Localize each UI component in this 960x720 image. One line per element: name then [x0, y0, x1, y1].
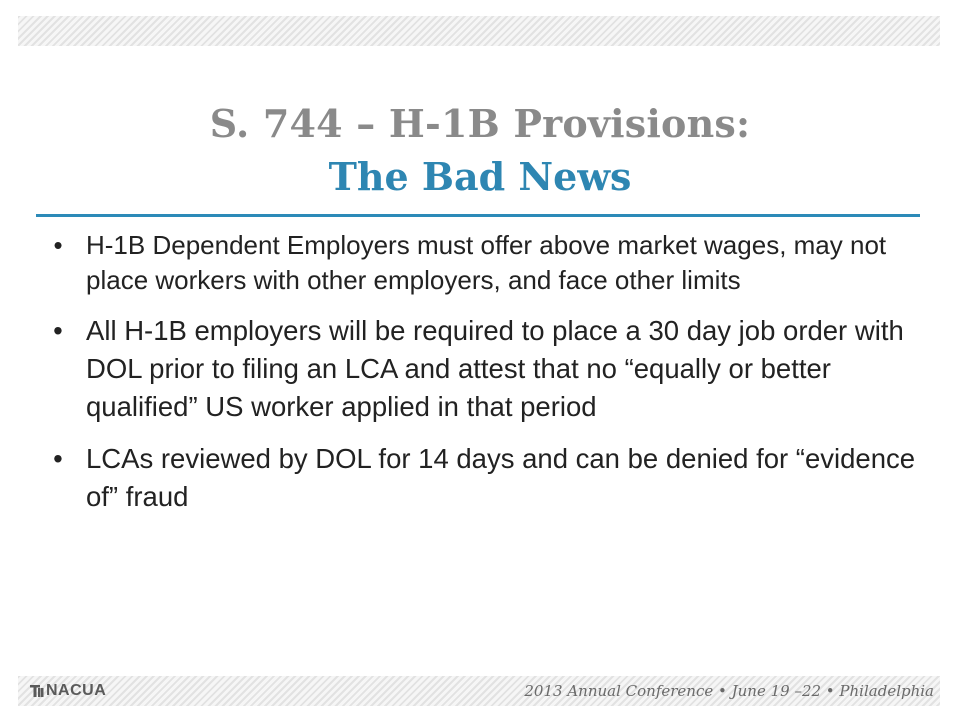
nacua-logo-icon: [30, 683, 44, 699]
conference-info: 2013 Annual Conference • June 19 –22 • Philadelphia: [524, 682, 934, 700]
top-decorative-band: [18, 16, 940, 46]
title-line-2: The Bad News: [328, 154, 632, 199]
bullet-dot-icon: •: [53, 443, 63, 474]
title-divider: [36, 214, 920, 217]
bullet-text: LCAs reviewed by DOL for 14 days and can be denied for “evidence of” fraud: [86, 443, 916, 512]
bullet-item: [48, 312, 928, 426]
title-line-1: S. 744 – H-1B Provisions:: [209, 101, 751, 146]
footer-logo: [30, 680, 106, 702]
bullet-list: [48, 228, 928, 530]
slide-title: [40, 96, 920, 202]
bullet-text: H-1B Dependent Employers must offer above market wages, may not place workers with other employers, and face other limits: [86, 230, 887, 295]
bullet-text: All H-1B employers will be required to place a 30 day job order with DOL prior to filing an LCA and attest that no “equally or better qualified” US worker applied in that period: [86, 315, 904, 422]
bullet-dot-icon: •: [53, 230, 63, 260]
logo-text: NACUA: [46, 682, 107, 699]
bullet-item: [48, 228, 928, 298]
bullet-dot-icon: •: [53, 315, 63, 346]
bullet-item: [48, 440, 928, 516]
